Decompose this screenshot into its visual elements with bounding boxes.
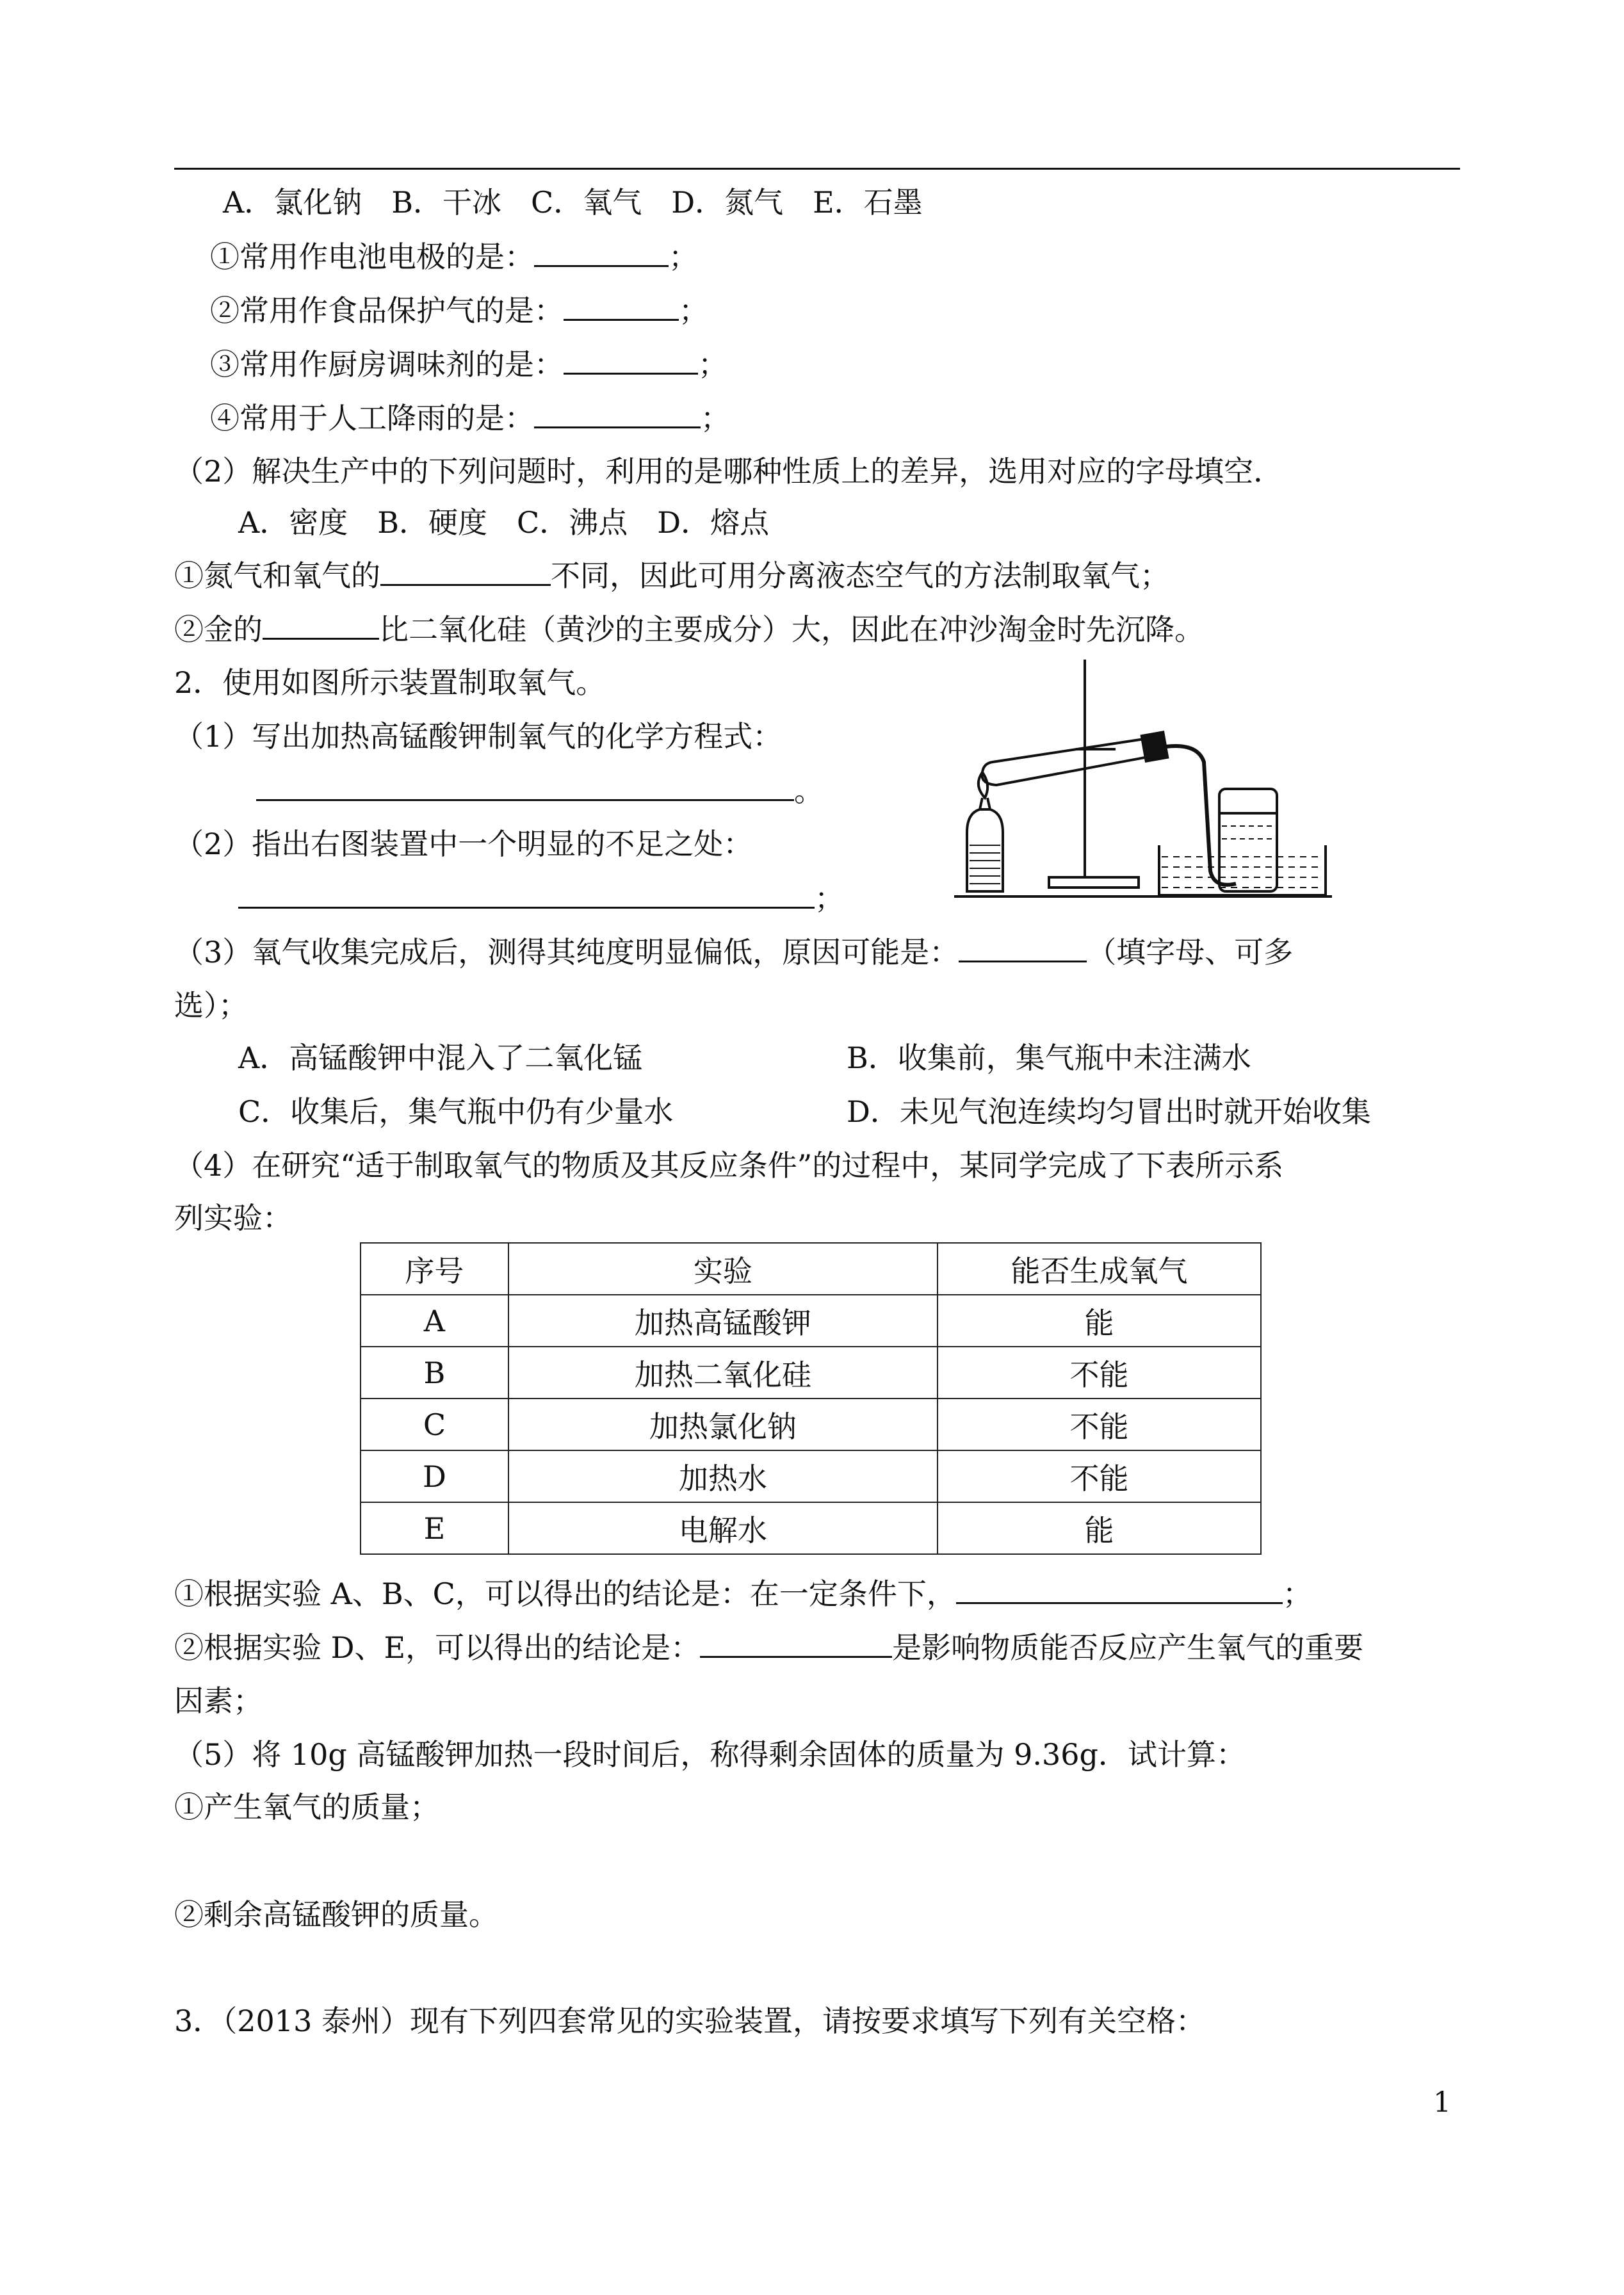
gas-bottle	[1219, 789, 1277, 891]
table-cell: 能	[938, 1502, 1261, 1554]
answer-blank[interactable]	[238, 879, 815, 909]
answer-blank[interactable]	[564, 345, 698, 375]
table-header: 序号	[361, 1243, 508, 1295]
table-cell: B	[361, 1347, 508, 1399]
q2-conclusion-2-cont: 因素；	[174, 1683, 263, 1718]
oxygen-apparatus-figure	[954, 653, 1332, 903]
table-header: 实验	[508, 1243, 938, 1295]
q2-title: 2．使用如图所示装置制取氧气。	[174, 665, 606, 700]
table-cell: 不能	[938, 1450, 1261, 1502]
table-cell: 不能	[938, 1347, 1261, 1399]
q1-part2-prompt: （2）解决生产中的下列问题时，利用的是哪种性质上的差异，选用对应的字母填空．	[174, 454, 1283, 489]
table-cell: A	[361, 1295, 508, 1347]
q2-part3-option-c: C．收集后，集气瓶中仍有少量水	[238, 1094, 674, 1129]
q2-part3-cont: 选）；	[174, 988, 248, 1023]
table-cell: 加热高锰酸钾	[508, 1295, 938, 1347]
table-row	[361, 1502, 1261, 1554]
table-row	[361, 1295, 1261, 1347]
q3-title: 3．（2013 泰州）现有下列四套常见的实验装置，请按要求填写下列有关空格：	[174, 2004, 1205, 2038]
answer-blank[interactable]	[700, 1628, 892, 1658]
table-row	[361, 1450, 1261, 1502]
answer-blank[interactable]	[956, 1574, 1283, 1604]
q1-part2-options: A．密度 B．硬度 C．沸点 D．熔点	[238, 505, 770, 540]
q2-conclusion-1: ①根据实验 A、B、C，可以得出的结论是：在一定条件下， ；	[174, 1574, 1312, 1613]
table-cell: C	[361, 1399, 508, 1450]
answer-blank[interactable]	[263, 610, 379, 640]
table-cell: 能	[938, 1295, 1261, 1347]
q2-part3-option-a: A．高锰酸钾中混入了二氧化锰	[238, 1041, 643, 1075]
q1-part2-item-2: ②金的 比二氧化硅（黄沙的主要成分）大，因此在冲沙淘金时先沉降。	[174, 610, 1204, 649]
header-rule	[174, 168, 1460, 170]
page-number: 1	[1433, 2086, 1451, 2119]
q1-item-3: ③常用作厨房调味剂的是： ；	[210, 345, 727, 384]
q2-part5: （5）将 10g 高锰酸钾加热一段时间后，称得剩余固体的质量为 9.36g．试计算：	[174, 1737, 1246, 1772]
delivery-tube	[1165, 746, 1236, 885]
table-cell: 不能	[938, 1399, 1261, 1450]
answer-blank[interactable]	[534, 398, 701, 428]
stand-base	[1049, 877, 1139, 888]
q1-item-2: ②常用作食品保护气的是： ；	[210, 291, 708, 330]
table-cell: 加热二氧化硅	[508, 1347, 938, 1399]
answer-blank[interactable]	[380, 556, 551, 586]
answer-blank[interactable]	[534, 237, 669, 267]
q2-part5-b: ②剩余高锰酸钾的质量。	[174, 1897, 498, 1932]
table-row	[361, 1399, 1261, 1450]
table-cell: 加热氯化钠	[508, 1399, 938, 1450]
answer-blank[interactable]	[959, 932, 1087, 962]
q2-part2: （2）指出右图装置中一个明显的不足之处：	[174, 827, 753, 861]
alcohol-lamp	[967, 809, 1003, 891]
table-header: 能否生成氧气	[938, 1243, 1261, 1295]
q1-options: A．氯化钠 B．干冰 C．氧气 D．氮气 E．石墨	[223, 185, 923, 220]
q2-part4-cont: 列实验：	[174, 1201, 292, 1235]
test-tube	[982, 738, 1155, 785]
q2-part2-answer: ；	[238, 879, 844, 918]
table-cell: 加热水	[508, 1450, 938, 1502]
q2-part1-answer: 。	[256, 771, 824, 810]
answer-blank[interactable]	[564, 291, 679, 321]
table-cell: D	[361, 1450, 508, 1502]
table-header-row	[361, 1243, 1261, 1295]
table-cell: E	[361, 1502, 508, 1554]
q2-part5-a: ①产生氧气的质量；	[174, 1790, 439, 1824]
q2-part4: （4）在研究“适于制取氧气的物质及其反应条件”的过程中，某同学完成了下表所示系	[174, 1148, 1284, 1183]
q1-item-4: ④常用于人工降雨的是： ；	[210, 398, 730, 437]
experiment-table	[360, 1242, 1262, 1555]
q2-part1: （1）写出加热高锰酸钾制氧气的化学方程式：	[174, 719, 783, 754]
table-cell: 电解水	[508, 1502, 938, 1554]
q2-part3-option-b: B．收集前，集气瓶中未注满水	[847, 1041, 1251, 1075]
q2-part3-option-d: D．未见气泡连续均匀冒出时就开始收集	[847, 1094, 1371, 1129]
table-row	[361, 1347, 1261, 1399]
q2-conclusion-2: ②根据实验 D、E，可以得出的结论是： 是影响物质能否反应产生氧气的重要	[174, 1628, 1363, 1667]
q1-part2-item-1: ①氮气和氧气的 不同，因此可用分离液态空气的方法制取氧气；	[174, 556, 1169, 595]
q2-part3: （3）氧气收集完成后，测得其纯度明显偏低，原因可能是： （填字母、可多	[174, 932, 1293, 971]
answer-blank[interactable]	[256, 771, 794, 801]
q1-item-1: ①常用作电池电极的是： ；	[210, 237, 698, 276]
